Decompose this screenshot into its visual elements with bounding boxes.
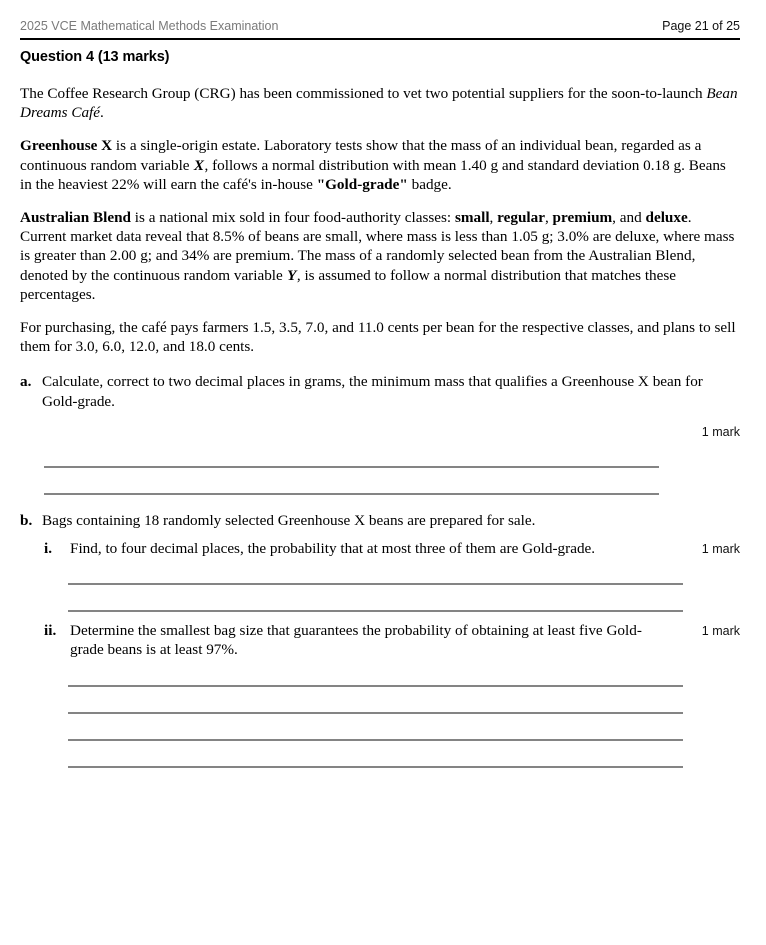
part-b-label: b. <box>20 511 33 529</box>
header-divider-rule <box>20 38 740 40</box>
random-variable-x: X <box>193 156 204 174</box>
part-b-ii-text: Determine the smallest bag size that guarantees the probability of obtaining at least five Gold-grade beans is at least 97%. <box>70 622 642 659</box>
cafe-name: Bean Dreams Café <box>20 85 738 122</box>
answer-line[interactable] <box>68 583 683 585</box>
answer-line[interactable] <box>68 712 683 714</box>
gold-grade-badge-label: "Gold-grade" <box>316 175 408 193</box>
class-deluxe: deluxe <box>645 209 688 227</box>
stem-p1-text-a: The Coffee Research Group (CRG) has been commissioned to vet two potential suppliers for the soon-to-launch <box>20 85 707 102</box>
answer-line[interactable] <box>68 766 683 768</box>
stem-p2-text-c: badge. <box>407 175 452 193</box>
part-b-ii-answer-lines[interactable] <box>68 685 683 768</box>
answer-line[interactable] <box>68 685 683 687</box>
page-header <box>20 18 740 34</box>
part-a-row <box>20 372 740 410</box>
answer-line[interactable] <box>44 466 659 468</box>
header-page-number: Page 21 of 25 <box>662 19 740 33</box>
supplier-greenhouse-x-name: Greenhouse X <box>20 137 113 155</box>
stem-paragraph-2 <box>20 136 740 194</box>
stem-p3-sep-2: , <box>544 209 553 227</box>
stem-paragraph-3 <box>20 208 740 304</box>
part-a-label: a. <box>20 373 32 391</box>
stem-paragraph-4: For purchasing, the café pays farmers 1.5, 3.5, 7.0, and 11.0 cents per bean for the respective classes, and plans to sell them for 3.0, 6.0, 12.0, and 18.0 cents. <box>20 319 736 356</box>
stem-p2-text-a: is a single-origin estate. Laboratory tests show that the mass of an individual bean, regarded as a continuous random variable <box>20 137 702 174</box>
answer-line[interactable] <box>44 493 659 495</box>
question-part-b <box>20 511 740 768</box>
part-a-marks-container <box>20 423 740 441</box>
part-b-i-row <box>44 539 740 558</box>
answer-line[interactable] <box>68 610 683 612</box>
stem-paragraph-1 <box>20 84 740 122</box>
stem-p3-text-c: , is assumed to follow a normal distribution that matches these percentages. <box>20 266 677 303</box>
part-b-i-text: Find, to four decimal places, the probability that at most three of them are Gold-grade. <box>70 540 596 558</box>
supplier-australian-blend-name: Australian Blend <box>20 209 131 227</box>
part-b-ii-label: ii. <box>44 622 57 640</box>
stem-p2-text-b: , follows a normal distribution with mean 1.40 g and standard deviation 0.18 g. Beans in the heaviest 22% will earn the café's in-house <box>20 156 726 193</box>
stem-p3-text-b: . Current market data reveal that 8.5% of beans are small, where mass is less than 1.05 g; 3.0% are deluxe, where mass is greater than 2.00 g; and 34% are premium. The mass of a randomly selected bean from the Australian Blend, denoted by the continuous random variable <box>20 209 735 284</box>
stem-p3-text-a: is a national mix sold in four food-authority classes: <box>130 209 455 227</box>
part-b-ii-marks: 1 mark <box>701 624 740 639</box>
class-small: small <box>454 209 490 227</box>
question-title: Question 4 (13 marks) <box>20 49 170 65</box>
part-b-row <box>20 511 740 530</box>
answer-line[interactable] <box>68 739 683 741</box>
class-regular: regular <box>497 209 545 227</box>
question-part-b-i <box>44 539 740 612</box>
part-a-marks: 1 mark <box>701 424 740 439</box>
part-b-ii-row <box>44 621 740 659</box>
stem-p3-sep-3: , and <box>612 209 646 227</box>
question-part-a <box>20 372 740 494</box>
part-b-text: Bags containing 18 randomly selected Greenhouse X beans are prepared for sale. <box>42 511 536 529</box>
part-a-answer-lines[interactable] <box>44 466 659 495</box>
random-variable-y: Y <box>287 266 297 284</box>
part-b-i-marks: 1 mark <box>701 542 740 557</box>
stem-p1-text-b: . <box>100 104 104 122</box>
question-part-b-ii <box>44 621 740 767</box>
class-premium: premium <box>552 209 613 227</box>
part-b-i-label: i. <box>44 540 53 558</box>
part-b-i-answer-lines[interactable] <box>68 583 683 612</box>
part-a-text: Calculate, correct to two decimal places in grams, the minimum mass that qualifies a Greenhouse X bean for Gold-grade. <box>42 373 703 410</box>
stem-p3-sep-1: , <box>489 209 498 227</box>
header-exam-title: 2025 VCE Mathematical Methods Examination <box>20 19 279 33</box>
question-content <box>20 48 740 768</box>
